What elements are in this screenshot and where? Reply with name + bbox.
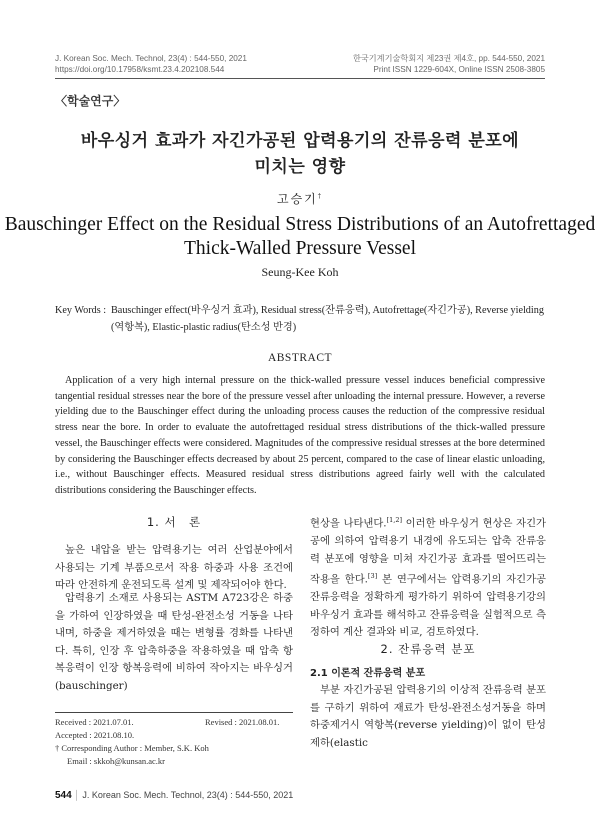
article-type-tag: 〈학술연구〉 xyxy=(55,94,126,108)
section-1-heading: 1. 서 론 xyxy=(146,515,202,529)
title-english-line2: Thick-Walled Pressure Vessel xyxy=(183,238,416,259)
title-english-line1: Bauschinger Effect on the Residual Stress Distributions of an Autofrettaged xyxy=(4,214,596,235)
footer-divider: │ xyxy=(74,790,80,800)
received-date: Received : 2021.07.01. xyxy=(55,717,134,727)
author-korean xyxy=(0,190,600,207)
revised-date: Revised : 2021.08.01. xyxy=(205,717,280,727)
corresponding-author: † Corresponding Author : Member, S.K. Koh xyxy=(55,743,209,753)
corresponding-mark: † xyxy=(317,192,324,200)
footnote-rule xyxy=(55,712,293,713)
right-paragraph-1-part-a: 현상을 나타낸다. xyxy=(310,517,387,530)
header-journal-citation: J. Korean Soc. Mech. Technol, 23(4) : 544-550, 2021 xyxy=(55,54,247,63)
keywords-label: Key Words : xyxy=(55,305,107,316)
author-email: Email : skkoh@kunsan.ac.kr xyxy=(67,756,166,766)
author-korean-name: 고승기 xyxy=(276,192,318,206)
citation-ref-3: [3] xyxy=(367,572,378,581)
header-rule xyxy=(55,78,545,79)
intro-paragraph-2: 압력용기 소재로 사용되는 ASTM A723강은 하중을 가하여 인장하였을 때 탄성-완전소성 거동을 나타내며, 하중을 제거하였을 때는 변형률 경화를 나타낸다. 특히, 인장 후 압축하중을 작용하였을 때 압축 항복응력이 인장 항복응력에 비하여 작아지는 바우싱거(bauschinger) xyxy=(55,592,293,692)
right-paragraph-1-part-c: 본 연구에서는 압력용기의 자긴가공 잔류응력을 정확하게 평가하기 위하여 압력용기강의 바우싱거 효과를 해석하고 잔류응력을 실험적으로 측정하여 계산 결과와 비교, 검토하였다. xyxy=(310,573,546,639)
author-english: Seung-Kee Koh xyxy=(261,265,339,279)
section-2-heading: 2. 잔류응력 분포 xyxy=(380,642,476,656)
header-journal-korean: 한국기계기술학회지 제23권 제4호, pp. 544-550, 2021 xyxy=(352,54,545,63)
page-number: 544 xyxy=(55,790,72,801)
right-paragraph-1 xyxy=(310,512,546,642)
page-footer xyxy=(55,790,293,801)
abstract-heading: ABSTRACT xyxy=(267,352,333,364)
accepted-date: Accepted : 2021.08.10. xyxy=(55,730,135,740)
right-paragraph-1-part-b: 이러한 바우싱거 현상은 자긴가공에 의하여 압력용기 내경에 유도되는 압축 잔류응력 분포에 영향을 미쳐 자긴가공 효과를 떨어뜨리는 작용을 한다. xyxy=(310,517,546,586)
footnote-received-revised xyxy=(55,716,295,728)
citation-ref-1-2: [1,2] xyxy=(386,516,402,524)
keywords-line2: (역항복), Elastic-plastic radius(탄소성 반경) xyxy=(111,322,297,333)
header-issn: Print ISSN 1229-604X, Online ISSN 2508-3805 xyxy=(373,65,545,74)
header-doi: https://doi.org/10.17958/ksmt.23.4.202108.544 xyxy=(55,65,225,74)
keywords xyxy=(55,302,545,336)
footer-journal: J. Korean Soc. Mech. Technol, 23(4) : 544-550, 2021 xyxy=(82,790,294,800)
subsection-2-1-heading: 2.1 이론적 잔류응력 분포 xyxy=(310,668,426,679)
subsection-2-1-paragraph: 부분 자긴가공된 압력용기의 이상적 잔류응력 분포를 구하기 위하여 재료가 탄성-완전소성거동을 하며 하중제거시 역항복(reverse yielding)이 없이 탄성제하(elastic xyxy=(310,684,546,749)
abstract-text: Application of a very high internal pressure on the thick-walled pressure vessel induces beneficial compressive tangential residual stresses near the bore of the pressure vessel after unloading the internal pressure. However, a reverse yielding due to the Bauschinger effect during the unloading process causes the reduction of the compressive residual stress near the bore. In order to evaluate the autofrettaged residual stress distributions of the thick-walled pressure vessel, the Bauschinger effects were considered. Magnitudes of the compressive residual stresses at the bore determined by considering the Bauschinger effects decreased by about 25 percent, compared to the case of linear elastic unloading, i.e., without Bauschinger effects. Measured residual stress distributions agreed fairly well with the calculated distributions considering the Bauschinger effects. xyxy=(55,375,545,496)
title-korean-line1: 바우싱거 효과가 자긴가공된 압력용기의 잔류응력 분포에 xyxy=(80,131,520,151)
keywords-line1: Bauschinger effect(바우싱거 효과), Residual stress(잔류응력), Autofrettage(자긴가공), Reverse yielding xyxy=(111,305,544,316)
title-korean-line2: 미치는 영향 xyxy=(254,157,346,177)
intro-paragraph-1: 높은 내압을 받는 압력용기는 여러 산업분야에서 사용되는 기계 부품으로서 작용 하중과 사용 조건에 따라 안전하게 운전되도록 설계 및 제작되어야 한다. xyxy=(55,544,293,592)
